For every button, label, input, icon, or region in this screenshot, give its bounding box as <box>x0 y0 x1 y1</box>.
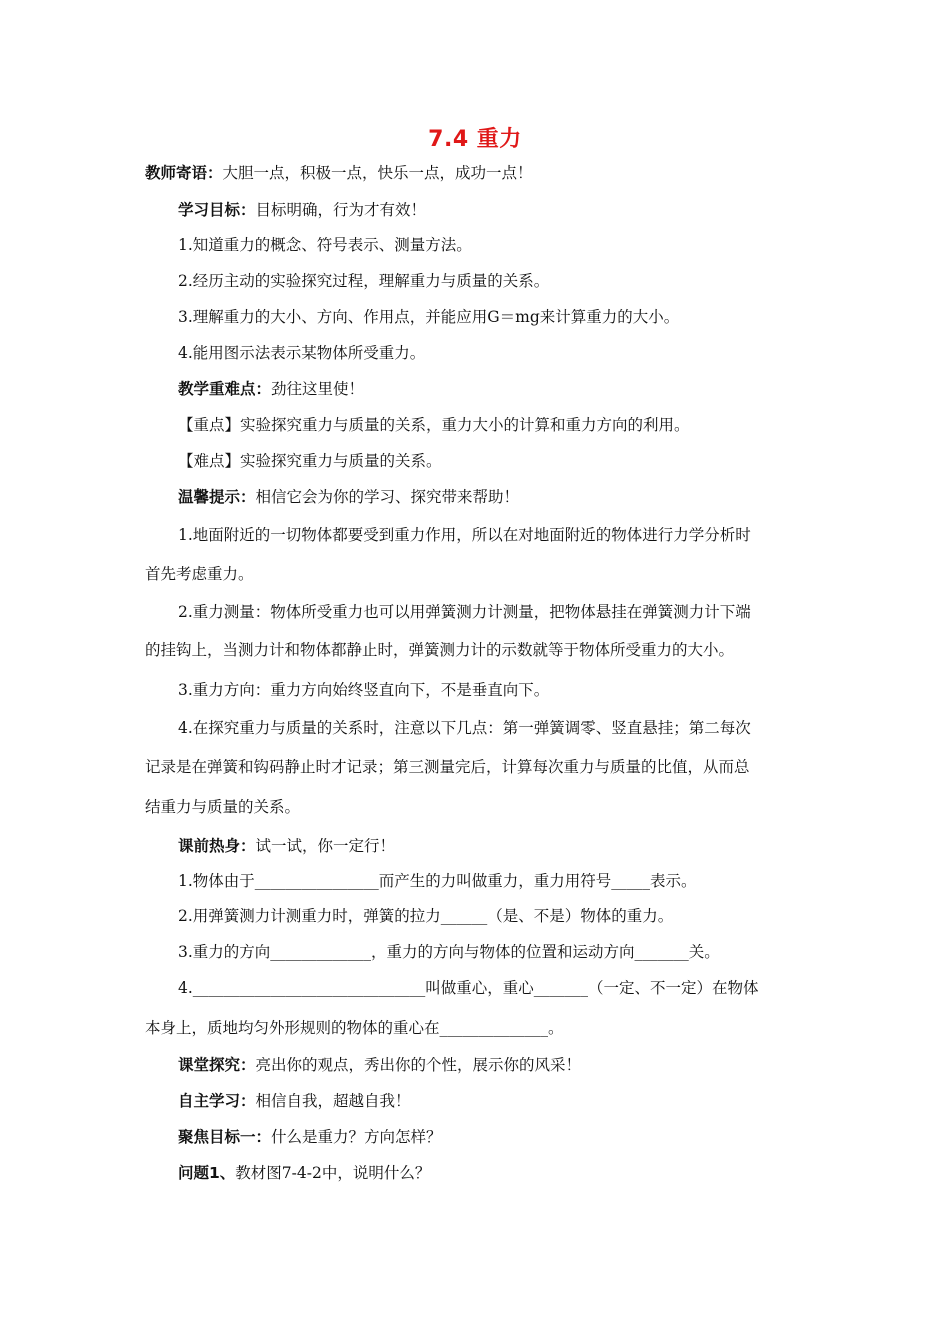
tip-line: 结重力与质量的关系。 <box>145 798 301 816</box>
warmup-label: 课前热身： <box>178 837 256 855</box>
objectives-heading <box>178 200 426 220</box>
classroom-text: 亮出你的观点，秀出你的个性，展示你的风采！ <box>255 1056 582 1074</box>
question1-heading <box>178 1163 430 1183</box>
teacher-message-label: 教师寄语： <box>145 164 223 182</box>
warmup-text: 试一试，你一定行！ <box>255 837 396 855</box>
self-study-label: 自主学习： <box>178 1092 256 1110</box>
tips-heading <box>178 487 519 507</box>
goal1-label: 聚焦目标一： <box>178 1128 272 1146</box>
teacher-message-text: 大胆一点，积极一点，快乐一点，成功一点！ <box>222 164 533 182</box>
objective-item: 2.经历主动的实验探究过程，理解重力与质量的关系。 <box>178 272 550 290</box>
objectives-text: 目标明确，行为才有效！ <box>255 201 427 219</box>
self-study-heading <box>178 1091 411 1111</box>
objective-item: 3.理解重力的大小、方向、作用点，并能应用G＝mg来计算重力的大小。 <box>178 308 680 326</box>
tip-line: 3.重力方向：重力方向始终竖直向下，不是垂直向下。 <box>178 681 550 699</box>
key-point-difficulty: 【难点】实验探究重力与质量的关系。 <box>178 452 442 470</box>
tip-line: 的挂钩上，当测力计和物体都静止时，弹簧测力计的示数就等于物体所受重力的大小。 <box>145 641 735 659</box>
objective-item: 4.能用图示法表示某物体所受重力。 <box>178 344 426 362</box>
key-points-label: 教学重难点： <box>178 380 272 398</box>
key-point-focus: 【重点】实验探究重力与质量的关系，重力大小的计算和重力方向的利用。 <box>178 416 690 434</box>
goal1-text: 什么是重力？方向怎样？ <box>271 1128 442 1146</box>
warmup-line: 2.用弹簧测力计测重力时，弹簧的拉力______（是、不是）物体的重力。 <box>178 907 674 925</box>
objectives-label: 学习目标： <box>178 201 256 219</box>
key-points-heading <box>178 379 364 399</box>
teacher-message <box>145 163 533 183</box>
warmup-line: 1.物体由于________________而产生的力叫做重力，重力用符号_____表示。 <box>178 872 697 890</box>
question1-text: 教材图7-4-2中，说明什么？ <box>235 1164 431 1182</box>
warmup-heading <box>178 836 395 856</box>
warmup-line: 4.______________________________叫做重心，重心_______（一定、不一定）在物体 <box>178 979 759 997</box>
tip-line: 记录是在弹簧和钩码静止时才记录；第三测量完后，计算每次重力与质量的比值，从而总 <box>145 758 750 776</box>
warmup-line: 本身上，质地均匀外形规则的物体的重心在______________。 <box>145 1019 564 1037</box>
tips-label: 温馨提示： <box>178 488 256 506</box>
warmup-line: 3.重力的方向_____________，重力的方向与物体的位置和运动方向_______关。 <box>178 943 720 961</box>
classroom-label: 课堂探究： <box>178 1056 256 1074</box>
page-title: 7.4 重力 <box>428 127 522 152</box>
question1-label: 问题1、 <box>178 1164 236 1182</box>
tip-line: 首先考虑重力。 <box>145 565 254 583</box>
key-points-text: 劲往这里使！ <box>271 380 365 398</box>
classroom-heading <box>178 1055 581 1075</box>
tip-line: 2.重力测量：物体所受重力也可以用弹簧测力计测量，把物体悬挂在弹簧测力计下端 <box>178 603 751 621</box>
self-study-text: 相信自我，超越自我！ <box>255 1092 411 1110</box>
tip-line: 4.在探究重力与质量的关系时，注意以下几点：第一弹簧调零、竖直悬挂；第二每次 <box>178 719 751 737</box>
goal1-heading <box>178 1127 442 1147</box>
objective-item: 1.知道重力的概念、符号表示、测量方法。 <box>178 236 472 254</box>
tip-line: 1.地面附近的一切物体都要受到重力作用，所以在对地面附近的物体进行力学分析时 <box>178 526 751 544</box>
tips-text: 相信它会为你的学习、探究带来帮助！ <box>255 488 520 506</box>
